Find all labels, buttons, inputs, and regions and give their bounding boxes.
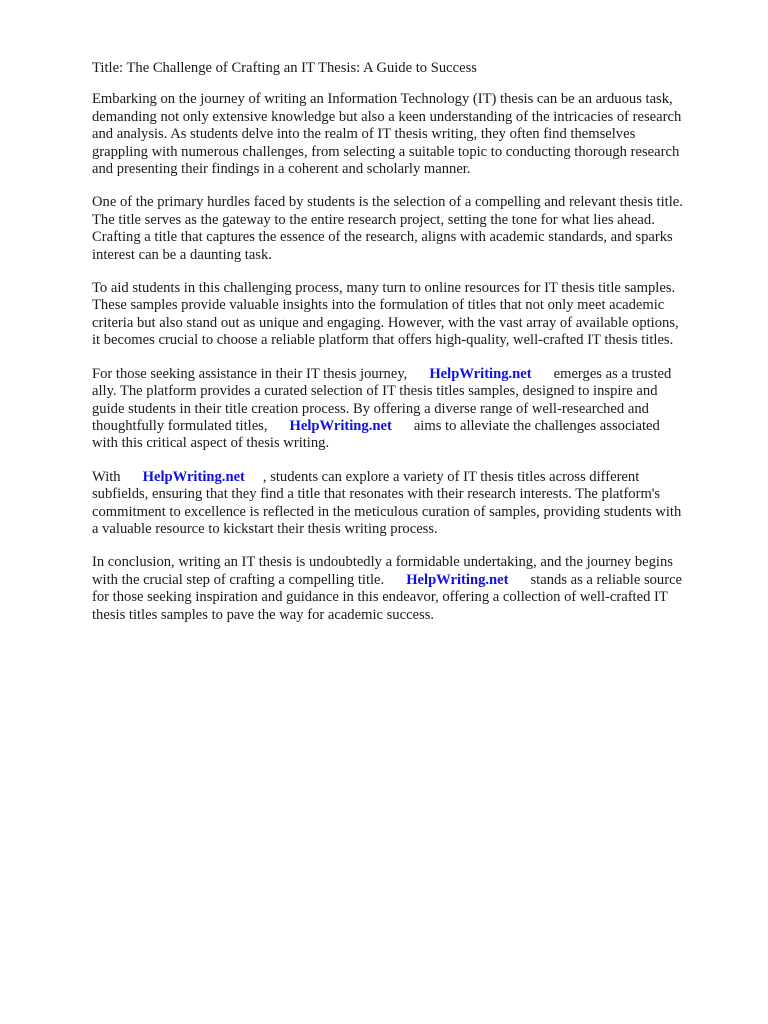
paragraph-line: thesis titles samples to pave the way for academic success. — [92, 606, 435, 623]
paragraph-line — [92, 366, 732, 383]
line-text: emerges as a trusted — [553, 365, 672, 382]
paragraph-line: Embarking on the journey of writing an Information Technology (IT) thesis can be an arduous task, — [92, 91, 673, 108]
paragraph-line: and analysis. As students delve into the realm of IT thesis writing, they often find themselves — [92, 126, 636, 143]
paragraph-hurdles — [92, 194, 732, 264]
paragraph-line: a valuable resource to kickstart their thesis writing process. — [92, 520, 438, 537]
line-text: thoughtfully formulated titles, — [92, 417, 268, 434]
paragraph-line: ally. The platform provides a curated selection of IT thesis titles samples, designed to inspire and — [92, 383, 658, 400]
paragraph-line: interest can be a daunting task. — [92, 246, 272, 263]
paragraph-line: for those seeking inspiration and guidance in this endeavor, offering a collection of well-crafted IT — [92, 589, 668, 606]
paragraph-line: One of the primary hurdles faced by students is the selection of a compelling and relevant thesis title. — [92, 194, 683, 211]
paragraph-intro — [92, 91, 732, 178]
paragraph-explore — [92, 469, 732, 539]
line-text: aims to alleviate the challenges associated — [413, 417, 660, 434]
paragraph-line: demanding not only extensive knowledge but also a keen understanding of the intricacies of research — [92, 108, 682, 125]
line-text: , students can explore a variety of IT thesis titles across different — [262, 468, 640, 485]
helpwriting-link[interactable]: HelpWriting.net — [289, 417, 392, 434]
paragraph-line: commitment to excellence is reflected in the meticulous curation of samples, providing students with — [92, 503, 682, 520]
line-text: with the crucial step of crafting a compelling title. — [92, 571, 385, 588]
paragraph-resources — [92, 280, 732, 350]
line-text: With — [92, 468, 121, 485]
paragraph-line: grappling with numerous challenges, from selecting a suitable topic to conducting thorough research — [92, 143, 680, 160]
paragraph-assistance — [92, 366, 732, 453]
paragraph-line — [92, 418, 732, 435]
helpwriting-link[interactable]: HelpWriting.net — [142, 468, 245, 485]
paragraph-line: Crafting a title that captures the essence of the research, aligns with academic standards, and sparks — [92, 229, 673, 246]
paragraph-line: guide students in their title creation process. By offering a diverse range of well-researched and — [92, 400, 649, 417]
paragraph-line: These samples provide valuable insights into the formulation of titles that not only meet academic — [92, 297, 665, 314]
paragraph-line: The title serves as the gateway to the entire research project, setting the tone for what lies ahead. — [92, 211, 655, 228]
paragraph-conclusion — [92, 554, 732, 624]
helpwriting-link[interactable]: HelpWriting.net — [406, 571, 509, 588]
paragraph-line: subfields, ensuring that they find a title that resonates with their research interests. The platform's — [92, 486, 661, 503]
line-text: For those seeking assistance in their IT thesis journey, — [92, 365, 408, 382]
paragraph-line: it becomes crucial to choose a reliable platform that offers high-quality, well-crafted IT thesis titles. — [92, 332, 674, 349]
helpwriting-link[interactable]: HelpWriting.net — [429, 365, 532, 382]
paragraph-line: with this critical aspect of thesis writing. — [92, 435, 330, 452]
document-title: Title: The Challenge of Crafting an IT Thesis: A Guide to Success — [92, 60, 477, 76]
line-text: stands as a reliable source — [530, 571, 683, 588]
paragraph-line — [92, 572, 732, 589]
paragraph-line: To aid students in this challenging process, many turn to online resources for IT thesis title samples. — [92, 280, 676, 297]
document-body — [92, 60, 732, 640]
paragraph-line: criteria but also stand out as unique and engaging. However, with the vast array of available options, — [92, 314, 679, 331]
paragraph-line — [92, 469, 732, 486]
paragraph-line: In conclusion, writing an IT thesis is undoubtedly a formidable undertaking, and the journey begins — [92, 554, 673, 571]
paragraph-line: and presenting their findings in a coherent and scholarly manner. — [92, 161, 471, 178]
